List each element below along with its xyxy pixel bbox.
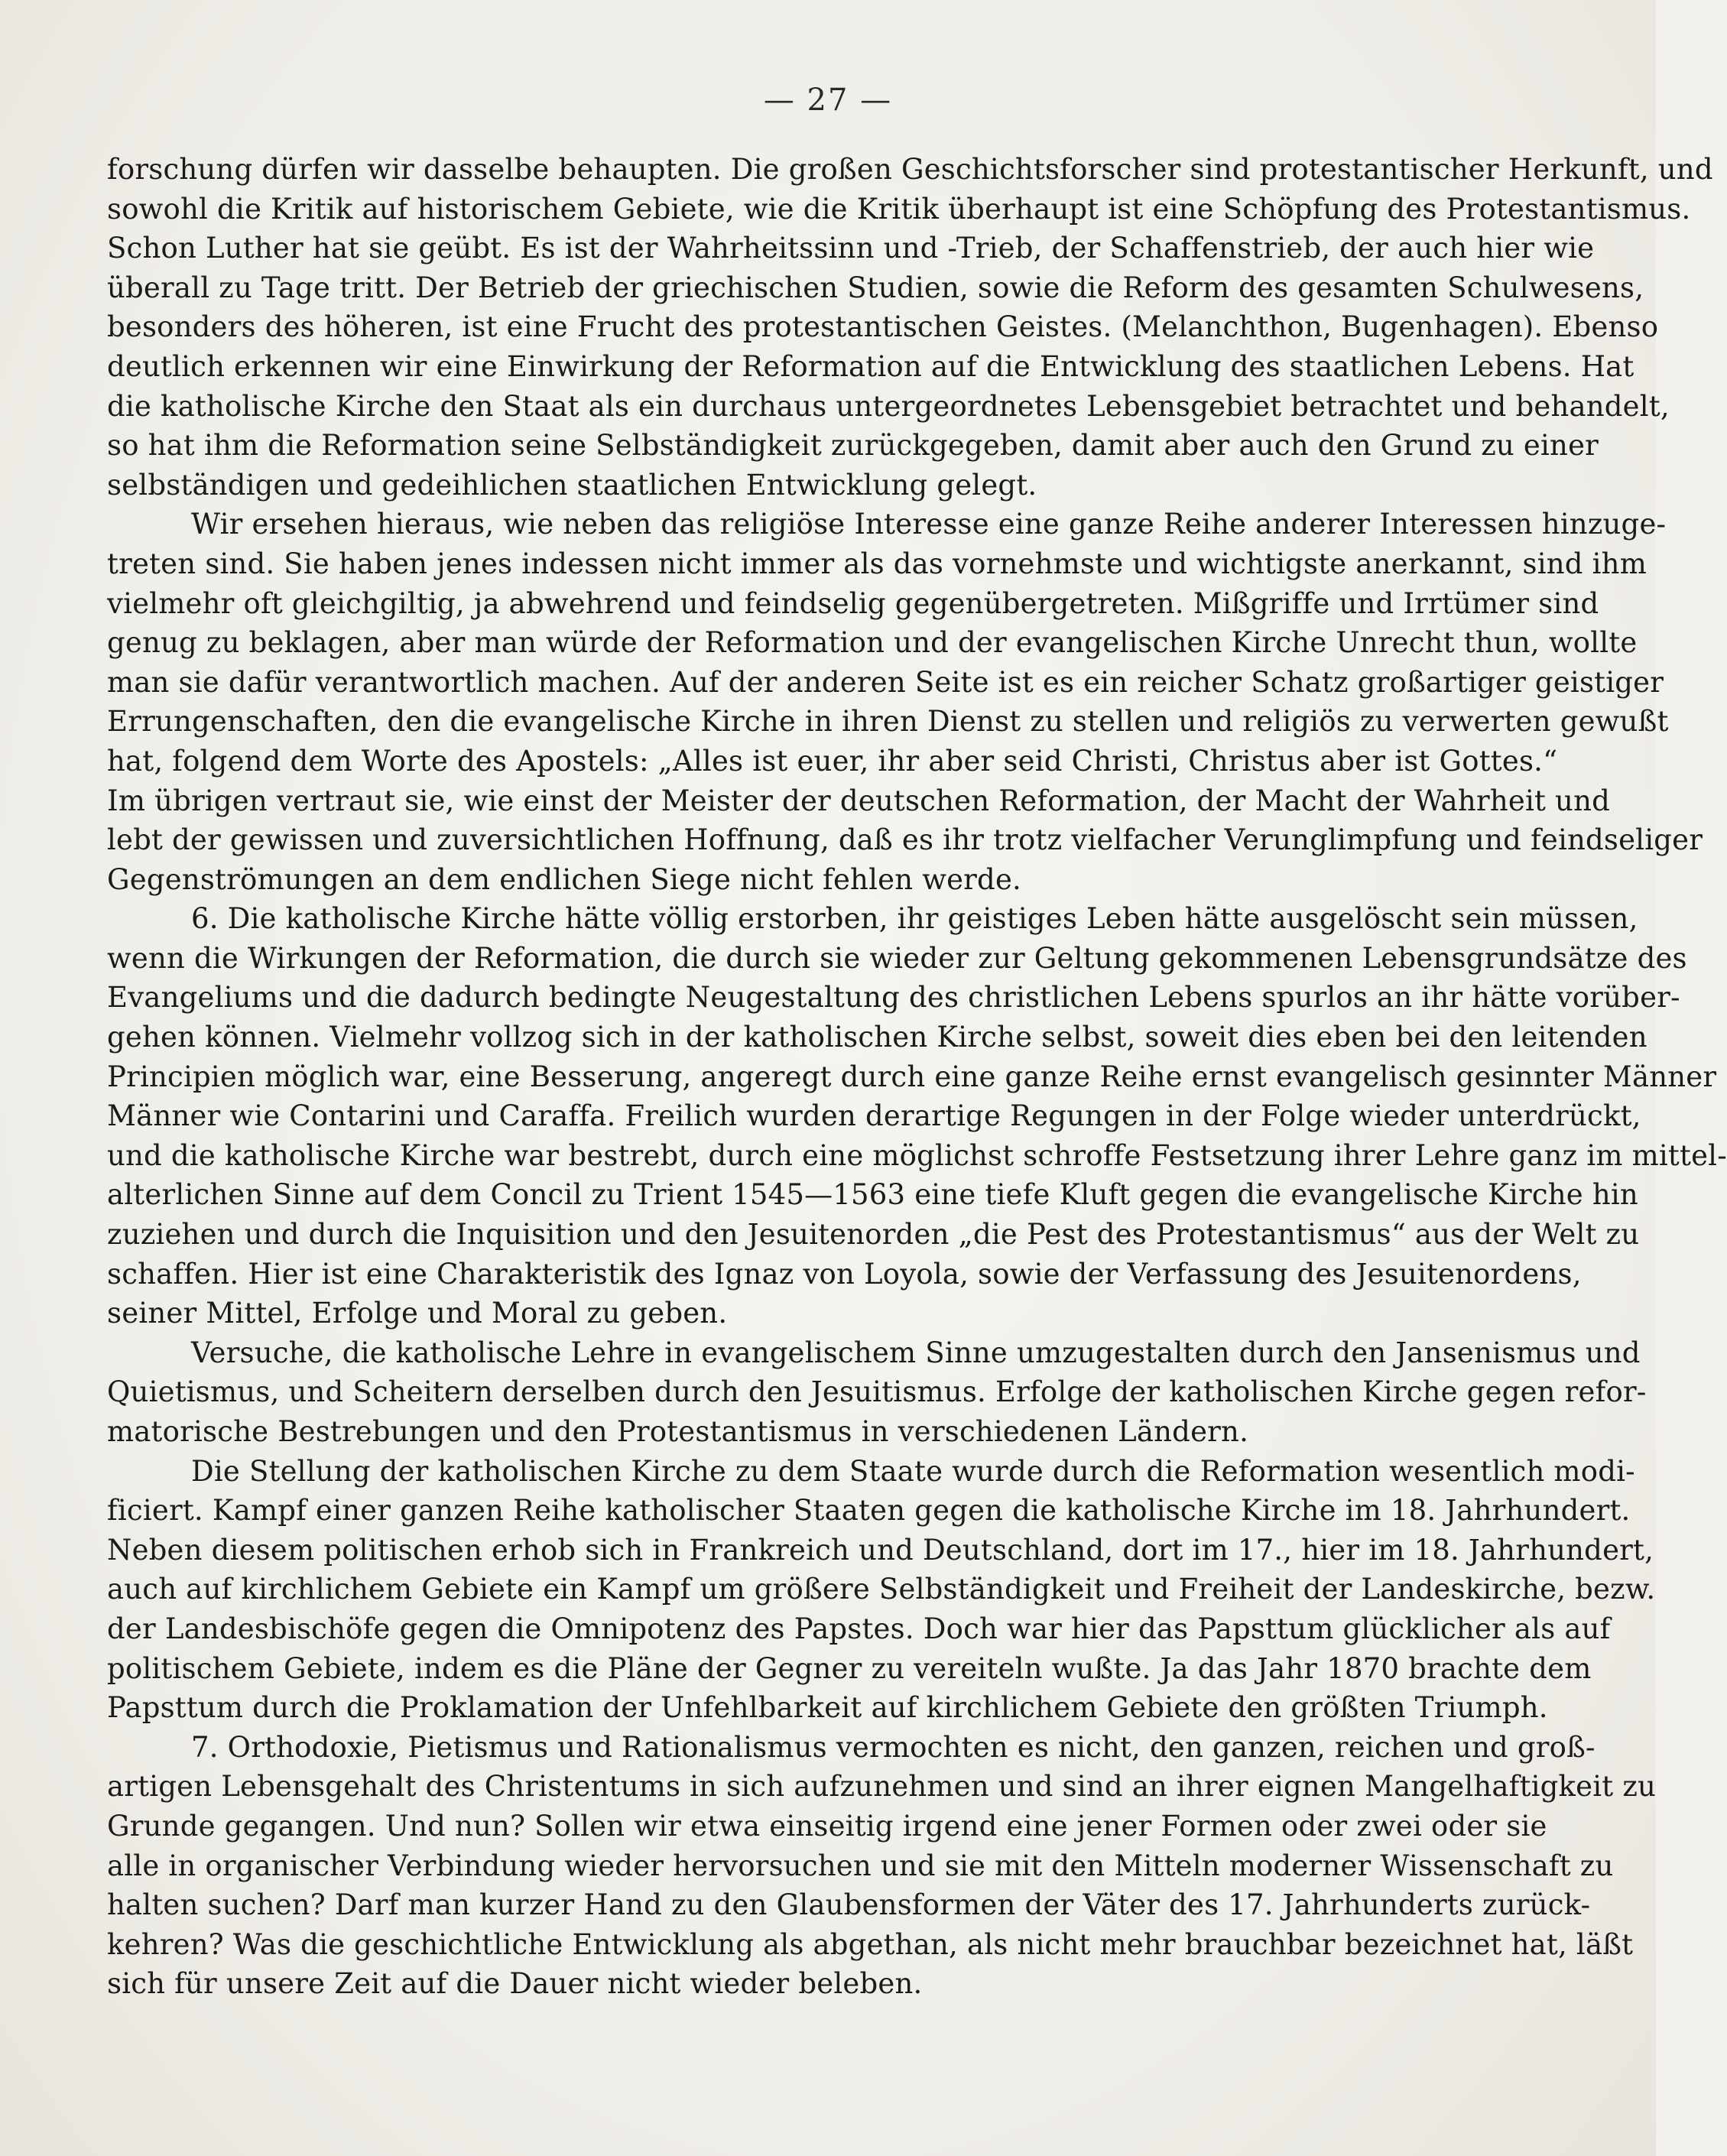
text-line: forschung dürfen wir dasselbe behaupten. Die großen Geschichtsforscher sind protestantischer Herkunft, und	[107, 153, 1713, 186]
text-line: Versuche, die katholische Lehre in evangelischem Sinne umzugestalten durch den Jansenismus und	[191, 1336, 1641, 1369]
text-line: Evangeliums und die dadurch bedingte Neugestaltung des christlichen Lebens spurlos an ihr hätte vorüber-	[107, 981, 1680, 1015]
text-line: besonders des höheren, ist eine Frucht des protestantischen Geistes. (Melanchthon, Bugenhagen). Ebenso	[107, 310, 1659, 344]
text-line: überall zu Tage tritt. Der Betrieb der griechischen Studien, sowie die Reform des gesamten Schulwesens,	[107, 271, 1644, 304]
text-line: Gegenströmungen an dem endlichen Siege nicht fehlen werde.	[107, 862, 1021, 896]
text-line: lebt der gewissen und zuversichtlichen Hoffnung, daß es ihr trotz vielfacher Verunglimpfung und feindseliger	[107, 823, 1703, 857]
text-line: wenn die Wirkungen der Reformation, die durch sie wieder zur Geltung gekommenen Lebensgrundsätze des	[107, 941, 1687, 975]
text-line: alle in organischer Verbindung wieder hervorsuchen und sie mit den Mitteln moderner Wissenschaft zu	[107, 1849, 1614, 1882]
text-line: Neben diesem politischen erhob sich in Frankreich und Deutschland, dort im 17., hier im 18. Jahrhundert,	[107, 1533, 1654, 1567]
text-line: der Landesbischöfe gegen die Omnipotenz des Papstes. Doch war hier das Papsttum glücklicher als auf	[107, 1612, 1611, 1645]
text-line: Männer wie Contarini und Caraffa. Freilich wurden derartige Regungen in der Folge wieder unterdrückt,	[107, 1099, 1641, 1133]
text-line: hat, folgend dem Worte des Apostels: „Alles ist euer, ihr aber seid Christi, Christus aber ist Gottes.“	[107, 744, 1558, 778]
text-line: gehen können. Vielmehr vollzog sich in der katholischen Kirche selbst, soweit dies eben bei den leitenden	[107, 1021, 1647, 1054]
text-line: die katholische Kirche den Staat als ein durchaus untergeordnetes Lebensgebiet betrachtet und behandelt,	[107, 389, 1670, 423]
text-line: kehren? Was die geschichtliche Entwicklung als abgethan, als nicht mehr brauchbar bezeichnet hat, läßt	[107, 1927, 1634, 1961]
text-line: artigen Lebensgehalt des Christentums in sich aufzunehmen und sind an ihrer eignen Mangelhaftigkeit zu	[107, 1770, 1657, 1804]
text-line: so hat ihm die Reformation seine Selbständigkeit zurückgegeben, damit aber auch den Grund zu einer	[107, 429, 1599, 463]
text-line: Grunde gegangen. Und nun? Sollen wir etwa einseitig irgend eine jener Formen oder zwei oder sie	[107, 1809, 1547, 1843]
text-line: sowohl die Kritik auf historischem Gebiete, wie die Kritik überhaupt ist eine Schöpfung des Protestantismus.	[107, 192, 1691, 226]
text-line: und die katholische Kirche war bestrebt, durch eine möglichst schroffe Festsetzung ihrer Lehre ganz im mittel-	[107, 1138, 1727, 1172]
text-line: 6. Die katholische Kirche hätte völlig erstorben, ihr geistiges Leben hätte ausgelöscht sein müssen,	[191, 902, 1638, 936]
text-line: Wir ersehen hieraus, wie neben das religiöse Interesse eine ganze Reihe anderer Interessen hinzuge-	[191, 508, 1667, 541]
text-line: deutlich erkennen wir eine Einwirkung der Reformation auf die Entwicklung des staatlichen Lebens. Hat	[107, 349, 1634, 383]
text-line: Die Stellung der katholischen Kirche zu dem Staate wurde durch die Reformation wesentlich modi-	[191, 1454, 1635, 1488]
page-number: — 27 —	[763, 83, 893, 118]
text-line: Errungenschaften, den die evangelische Kirche in ihren Dienst zu stellen und religiös zu verwerten gewußt	[107, 705, 1669, 739]
text-line: genug zu beklagen, aber man würde der Reformation und der evangelischen Kirche Unrecht thun, wollte	[107, 626, 1638, 660]
text-line: Papsttum durch die Proklamation der Unfehlbarkeit auf kirchlichem Gebiete den größten Triumph.	[107, 1691, 1548, 1725]
text-line: alterlichen Sinne auf dem Concil zu Trient 1545—1563 eine tiefe Kluft gegen die evangelische Kirche hin	[107, 1178, 1638, 1212]
text-line: 7. Orthodoxie, Pietismus und Rationalismus vermochten es nicht, den ganzen, reichen und groß-	[191, 1730, 1596, 1764]
text-line: matorische Bestrebungen und den Protestantismus in verschiedenen Ländern.	[107, 1415, 1249, 1448]
text-line: seiner Mittel, Erfolge und Moral zu geben.	[107, 1297, 728, 1330]
text-line: selbständigen und gedeihlichen staatlichen Entwicklung gelegt.	[107, 468, 1037, 502]
text-line: auch auf kirchlichem Gebiete ein Kampf um größere Selbständigkeit und Freiheit der Landeskirche, bezw.	[107, 1573, 1656, 1606]
text-line: zuziehen und durch die Inquisition und den Jesuitenorden „die Pest des Protestantismus“ aus der Welt zu	[107, 1218, 1640, 1252]
text-line: Schon Luther hat sie geübt. Es ist der Wahrheitssinn und -Trieb, der Schaffenstrieb, der auch hier wie	[107, 232, 1595, 265]
text-line: vielmehr oft gleichgiltig, ja abwehrend und feindselig gegenübergetreten. Mißgriffe und Irrtümer sind	[107, 586, 1599, 620]
text-line: man sie dafür verantwortlich machen. Auf der anderen Seite ist es ein reicher Schatz großartiger geistiger	[107, 665, 1664, 699]
text-line: sich für unsere Zeit auf die Dauer nicht wieder beleben.	[107, 1967, 923, 2001]
text-line: Im übrigen vertraut sie, wie einst der Meister der deutschen Reformation, der Macht der Wahrheit und	[107, 784, 1610, 817]
body-text	[107, 150, 1727, 2004]
text-line: politischem Gebiete, indem es die Pläne der Gegner zu vereiteln wußte. Ja das Jahr 1870 brachte dem	[107, 1651, 1592, 1685]
text-line: halten suchen? Darf man kurzer Hand zu den Glaubensformen der Väter des 17. Jahrhunderts zurück-	[107, 1888, 1591, 1922]
text-line: ficiert. Kampf einer ganzen Reihe katholischer Staaten gegen die katholische Kirche im 18. Jahrhundert.	[107, 1494, 1631, 1528]
text-line: Quietismus, und Scheitern derselben durch den Jesuitismus. Erfolge der katholischen Kirche gegen refor-	[107, 1375, 1647, 1409]
text-line: schaffen. Hier ist eine Charakteristik des Ignaz von Loyola, sowie der Verfassung des Jesuitenordens,	[107, 1257, 1582, 1291]
text-line: treten sind. Sie haben jenes indessen nicht immer als das vornehmste und wichtigste anerkannt, sind ihm	[107, 547, 1647, 580]
text-line: Principien möglich war, eine Besserung, angeregt durch eine ganze Reihe ernst evangelisch gesinnter Männer	[107, 1060, 1717, 1093]
